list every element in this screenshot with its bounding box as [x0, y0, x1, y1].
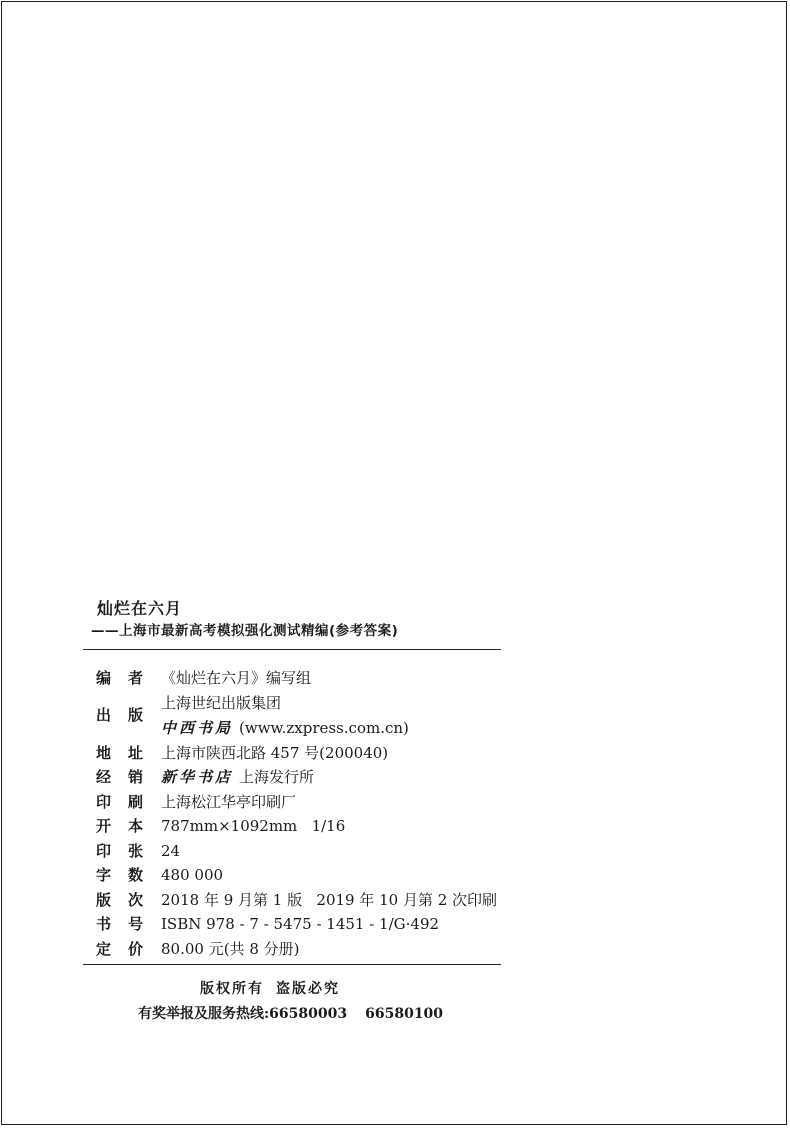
- value-format: 787mm×1092mm 1/16: [161, 817, 346, 835]
- hotline-number-2: 66580100: [365, 1006, 444, 1022]
- publisher-website: (www.zxpress.com.cn): [239, 718, 409, 737]
- top-rule: [83, 649, 501, 650]
- label-address: 地址: [96, 743, 161, 762]
- value-editor: 《灿烂在六月》编写组: [161, 669, 312, 687]
- label-editor: 编者: [96, 669, 161, 687]
- book-subtitle: ——上海市最新高考模拟强化测试精编(参考答案): [91, 623, 399, 639]
- value-edition: 2018 年 9 月第 1 版 2019 年 10 月第 2 次印刷: [161, 890, 498, 909]
- label-edition: 版次: [96, 890, 161, 909]
- label-distributor: 经销: [96, 768, 161, 786]
- distributor-name: 上海发行所: [239, 768, 315, 786]
- label-sheets: 印张: [96, 841, 161, 860]
- row-address: [83, 741, 501, 766]
- value-address: 上海市陕西北路 457 号(200040): [161, 743, 389, 762]
- label-price: 定价: [96, 939, 161, 958]
- row-words: [83, 863, 501, 888]
- label-words: 字数: [96, 866, 161, 884]
- colophon-table: [83, 666, 501, 961]
- label-publisher: 出版: [96, 705, 161, 724]
- copyright-notice: [200, 978, 352, 998]
- row-format: [83, 814, 501, 839]
- imprint-logotype: 中西书局: [161, 718, 234, 737]
- row-printer: [83, 790, 501, 815]
- value-distributor: [161, 765, 314, 789]
- value-sheets: 24: [161, 841, 181, 860]
- row-edition: [83, 888, 501, 913]
- report-hotline: [138, 1003, 443, 1023]
- row-distributor: [83, 765, 501, 790]
- value-printer: 上海松江华亭印刷厂: [161, 792, 297, 811]
- row-sheets: [83, 839, 501, 864]
- value-publisher: [161, 691, 409, 741]
- piracy-warning: 盗版必究: [276, 981, 340, 997]
- value-price: 80.00 元(共 8 分册): [161, 939, 300, 958]
- distributor-logotype: 新华书店: [161, 768, 234, 786]
- bottom-rule: [83, 964, 501, 965]
- publisher-group: 上海世纪出版集团: [161, 693, 282, 712]
- label-printer: 印刷: [96, 792, 161, 811]
- value-isbn: ISBN 978 - 7 - 5475 - 1451 - 1/G·492: [161, 915, 440, 933]
- label-isbn: 书号: [96, 915, 161, 933]
- hotline-label: 有奖举报及服务热线:: [138, 1006, 270, 1022]
- row-publisher: [83, 691, 501, 741]
- row-price: [83, 937, 501, 962]
- row-editor: [83, 666, 501, 691]
- publisher-imprint-line: [161, 716, 409, 741]
- label-format: 开本: [96, 817, 161, 835]
- hotline-number-1: 66580003: [269, 1006, 348, 1022]
- row-isbn: [83, 912, 501, 937]
- rights-reserved: 版权所有: [200, 981, 264, 997]
- value-words: 480 000: [161, 866, 224, 884]
- book-title: 灿烂在六月: [97, 599, 183, 618]
